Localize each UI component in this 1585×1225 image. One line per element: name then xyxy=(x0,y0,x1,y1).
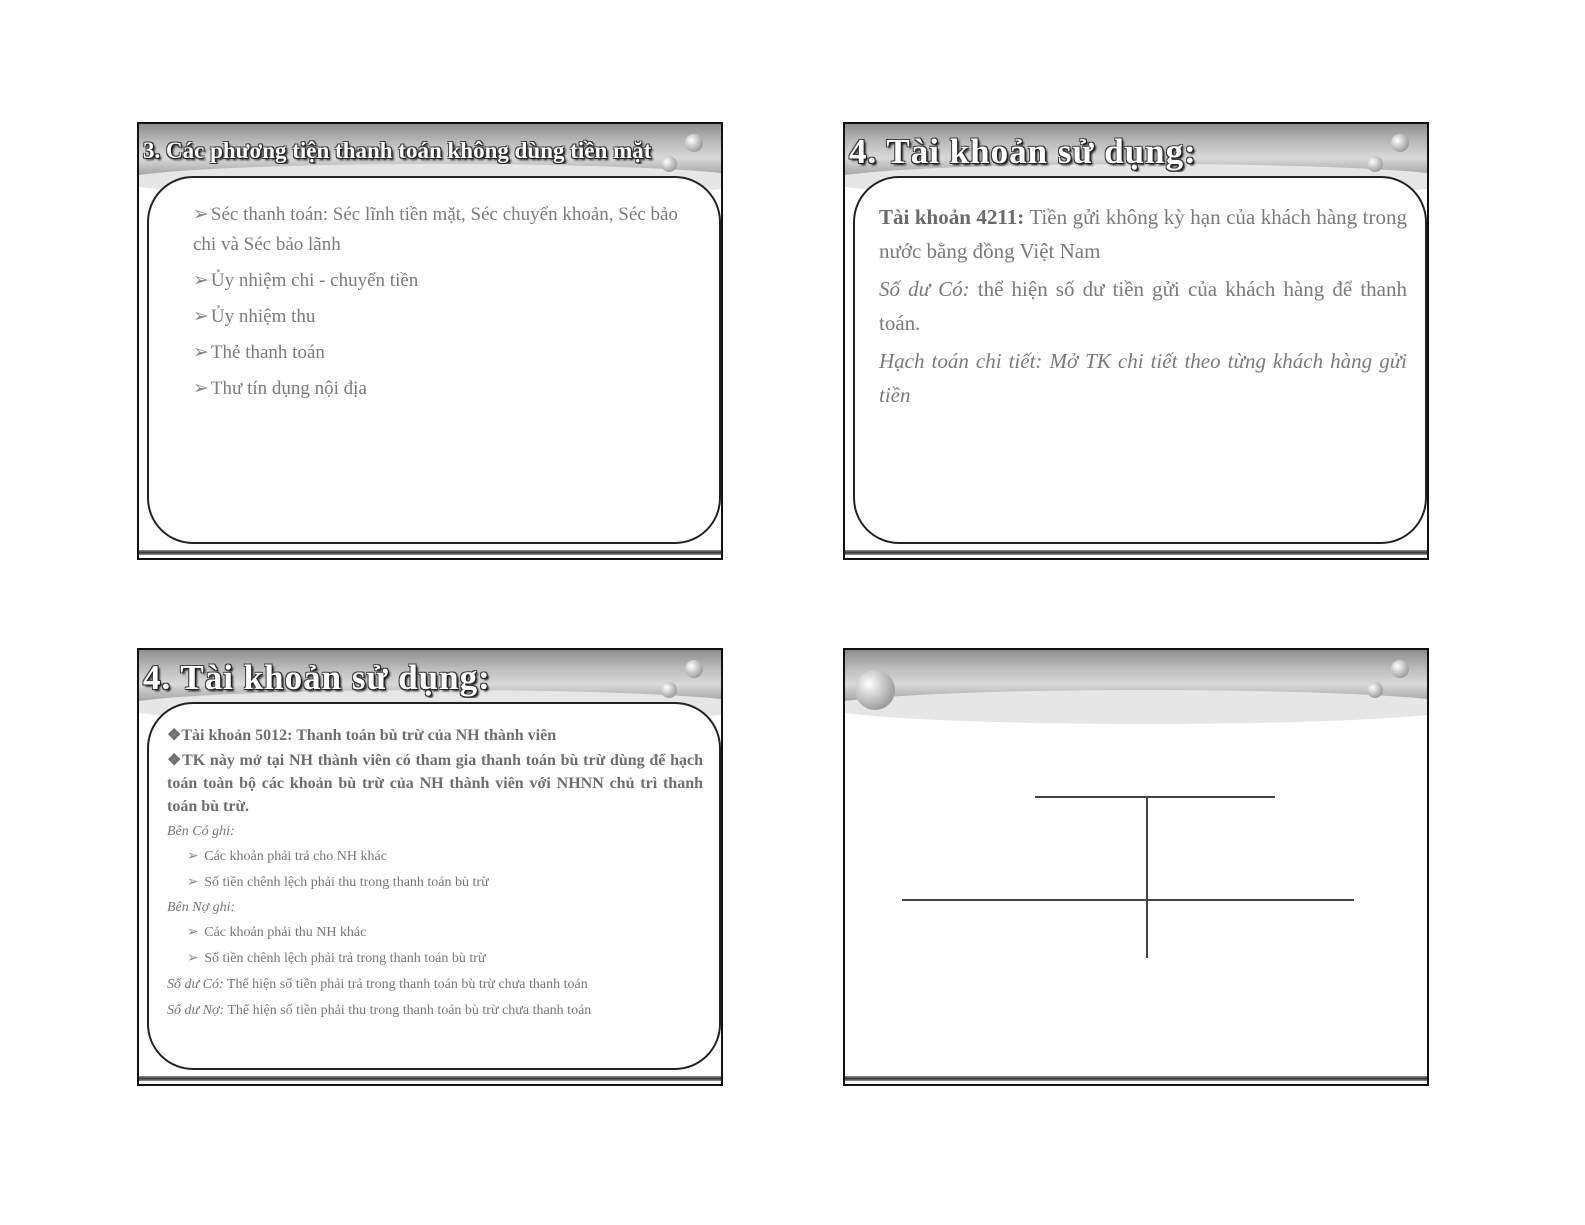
slide-1 xyxy=(137,122,723,560)
arrow-bullet-icon: ➢ xyxy=(193,270,209,291)
list-item: ➢ Số tiền chênh lệch phải trả trong thanh toán bù trừ xyxy=(187,951,486,966)
payment-methods-list xyxy=(193,200,703,410)
arrow-bullet-icon: ➢ xyxy=(187,849,199,864)
decor-orb-icon xyxy=(1391,660,1409,678)
decor-orb-icon xyxy=(1367,682,1383,698)
content-box xyxy=(147,176,721,544)
arrow-bullet-icon: ➢ xyxy=(193,306,209,327)
slide-3 xyxy=(137,648,723,1086)
arrow-bullet-icon: ➢ xyxy=(187,925,199,940)
credit-balance: Số dư Có: Thể hiện số tiền phải trả trong thanh toán bù trừ chưa thanh toán xyxy=(167,977,588,992)
list-item: ➢ Thẻ thanh toán xyxy=(193,342,325,363)
detail-paragraph: Hạch toán chi tiết: Mở TK chi tiết theo từng khách hàng gửi tiền xyxy=(879,349,1407,407)
list-item: ➢ Séc thanh toán: Séc lĩnh tiền mặt, Séc chuyển khoản, Séc bảo chi và Séc bảo lãnh xyxy=(193,204,678,255)
list-item: ➢ Các khoản phải thu NH khác xyxy=(187,925,367,940)
banner-swoosh xyxy=(843,690,1429,724)
arrow-bullet-icon: ➢ xyxy=(193,378,209,399)
slide-title: 3. Các phương tiện thanh toán không dùng tiền mặt xyxy=(143,138,652,163)
slide-title: 4. Tài khoản sử dụng: xyxy=(143,658,491,697)
arrow-bullet-icon: ➢ xyxy=(187,951,199,966)
account-description xyxy=(879,200,1407,416)
arrow-bullet-icon: ➢ xyxy=(193,204,209,225)
title-banner xyxy=(845,650,1427,712)
list-item: ➢ Các khoản phải trả cho NH khác xyxy=(187,849,387,864)
bullet-account: ❖Tài khoản 5012: Thanh toán bù trừ của NH thành viên xyxy=(167,727,557,744)
list-item: ➢ Ủy nhiệm chi - chuyển tiền xyxy=(193,270,419,291)
bottom-rule xyxy=(139,550,721,555)
content-box xyxy=(853,176,1427,544)
credit-side-heading: Bên Có ghi: xyxy=(167,824,235,839)
bullet-description: ❖TK này mở tại NH thành viên có tham gia thanh toán bù trừ dùng để hạch toán toàn bộ các khoản bù trừ của NH thành viên với NHNN chủ trì thanh toán bù trừ. xyxy=(167,752,703,815)
bottom-rule xyxy=(845,550,1427,555)
list-item: ➢ Ủy nhiệm thu xyxy=(193,306,316,327)
t-account-vertical-line xyxy=(1146,796,1148,958)
account-5012-description xyxy=(167,724,703,1024)
t-account-bottom-line xyxy=(902,899,1354,901)
arrow-bullet-icon: ➢ xyxy=(193,342,209,363)
bottom-rule xyxy=(845,1076,1427,1081)
decor-orb-icon xyxy=(855,670,895,710)
balance-paragraph: Số dư Có: thể hiện số dư tiền gửi của khách hàng để thanh toán. xyxy=(879,277,1407,335)
list-item: ➢ Số tiền chênh lệch phải thu trong thanh toán bù trừ xyxy=(187,875,489,890)
account-paragraph: Tài khoản 4211: Tiền gửi không kỳ hạn của khách hàng trong nước bằng đồng Việt Nam xyxy=(879,205,1407,263)
t-account-top-line xyxy=(1035,796,1275,798)
debit-side-heading: Bên Nợ ghi: xyxy=(167,900,236,915)
slide-title: 4. Tài khoản sử dụng: xyxy=(849,132,1197,171)
bottom-rule xyxy=(139,1076,721,1081)
slide-2 xyxy=(843,122,1429,560)
arrow-bullet-icon: ➢ xyxy=(187,875,199,890)
list-item: ➢ Thư tín dụng nội địa xyxy=(193,378,367,399)
debit-balance: Số dư Nợ: Thể hiện số tiền phải thu trong thanh toán bù trừ chưa thanh toán xyxy=(167,1003,592,1018)
content-box xyxy=(147,702,721,1070)
slide-4 xyxy=(843,648,1429,1086)
